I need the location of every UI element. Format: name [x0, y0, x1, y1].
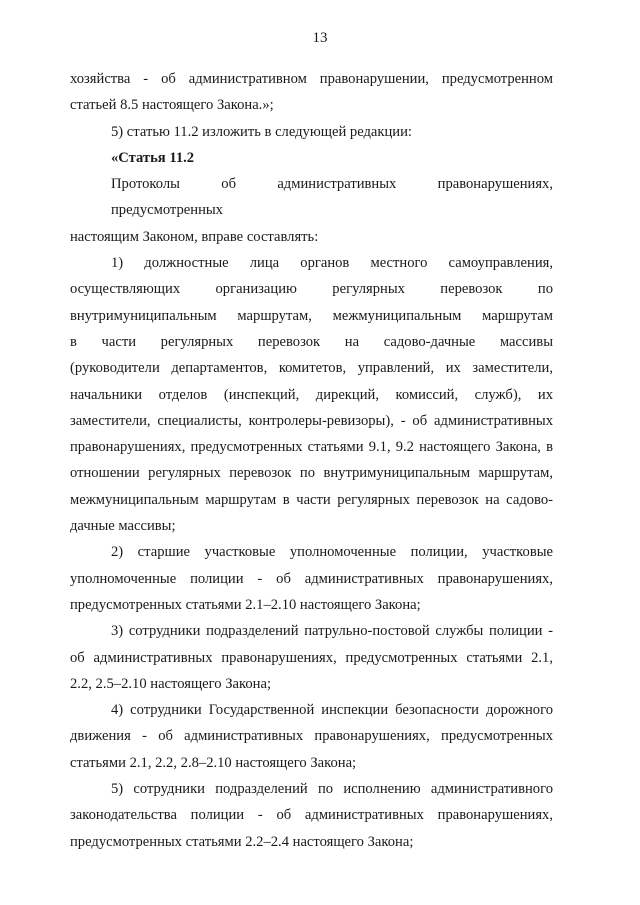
text-line: заместители, специалисты, контролеры-ревизоры), - об административных	[70, 412, 553, 429]
text-line: правонарушениях, предусмотренных статьями 9.1, 9.2 настоящего Закона, в	[70, 439, 553, 456]
text-line: предусмотренных статьями 2.1–2.10 настоящего Закона;	[70, 596, 421, 613]
text-line: дачные массивы;	[70, 518, 176, 535]
text-line: (руководители департаментов, комитетов, управлений, их заместители,	[70, 360, 553, 377]
text-line: внутримуниципальным маршрутам, межмуниципальным маршрутам	[70, 307, 553, 324]
text-line: предусмотренных статьями 2.2–2.4 настоящего Закона;	[70, 833, 414, 850]
text-line: 5) статью 11.2 изложить в следующей редакции:	[111, 123, 412, 140]
text-line: 2) старшие участковые уполномоченные полиции, участковые	[111, 544, 553, 561]
text-line: движения - об административных правонарушениях, предусмотренных	[70, 728, 553, 745]
article-heading: «Статья 11.2	[111, 149, 195, 166]
text-line: уполномоченные полиции - об административных правонарушениях,	[70, 570, 553, 587]
text-line: хозяйства - об административном правонарушении, предусмотренном	[70, 71, 553, 87]
document-body	[70, 66, 553, 855]
text-line: осуществляющих организацию регулярных перевозок по	[70, 281, 553, 298]
text-line: начальники отделов (инспекций, дирекций, комиссий, служб), их	[70, 386, 553, 403]
text-line: 4) сотрудники Государственной инспекции безопасности дорожного	[111, 702, 553, 719]
text-line: 3) сотрудники подразделений патрульно-постовой службы полиции -	[111, 623, 553, 640]
text-line: об административных правонарушениях, предусмотренных статьями 2.1,	[70, 649, 553, 666]
text-line: статьей 8.5 настоящего Закона.»;	[70, 97, 274, 114]
text-line: статьями 2.1, 2.2, 2.8–2.10 настоящего Закона;	[70, 754, 357, 771]
text-line: 2.2, 2.5–2.10 настоящего Закона;	[70, 675, 272, 692]
text-line: отношении регулярных перевозок по внутримуниципальным маршрутам,	[70, 465, 553, 482]
page-number: 13	[312, 30, 328, 46]
text-line: законодательства полиции - об административных правонарушениях,	[70, 807, 553, 824]
text-line: 5) сотрудники подразделений по исполнению административного	[111, 781, 553, 798]
text-line: настоящим Законом, вправе составлять:	[70, 228, 319, 245]
text-line: Протоколы об административных правонарушениях, предусмотренных	[111, 176, 553, 219]
text-line: в части регулярных перевозок на садово-дачные массивы	[70, 333, 553, 350]
text-line: 1) должностные лица органов местного самоуправления,	[111, 255, 553, 272]
text-line: межмуниципальным маршрутам в части регулярных перевозок на садово-	[70, 491, 553, 508]
